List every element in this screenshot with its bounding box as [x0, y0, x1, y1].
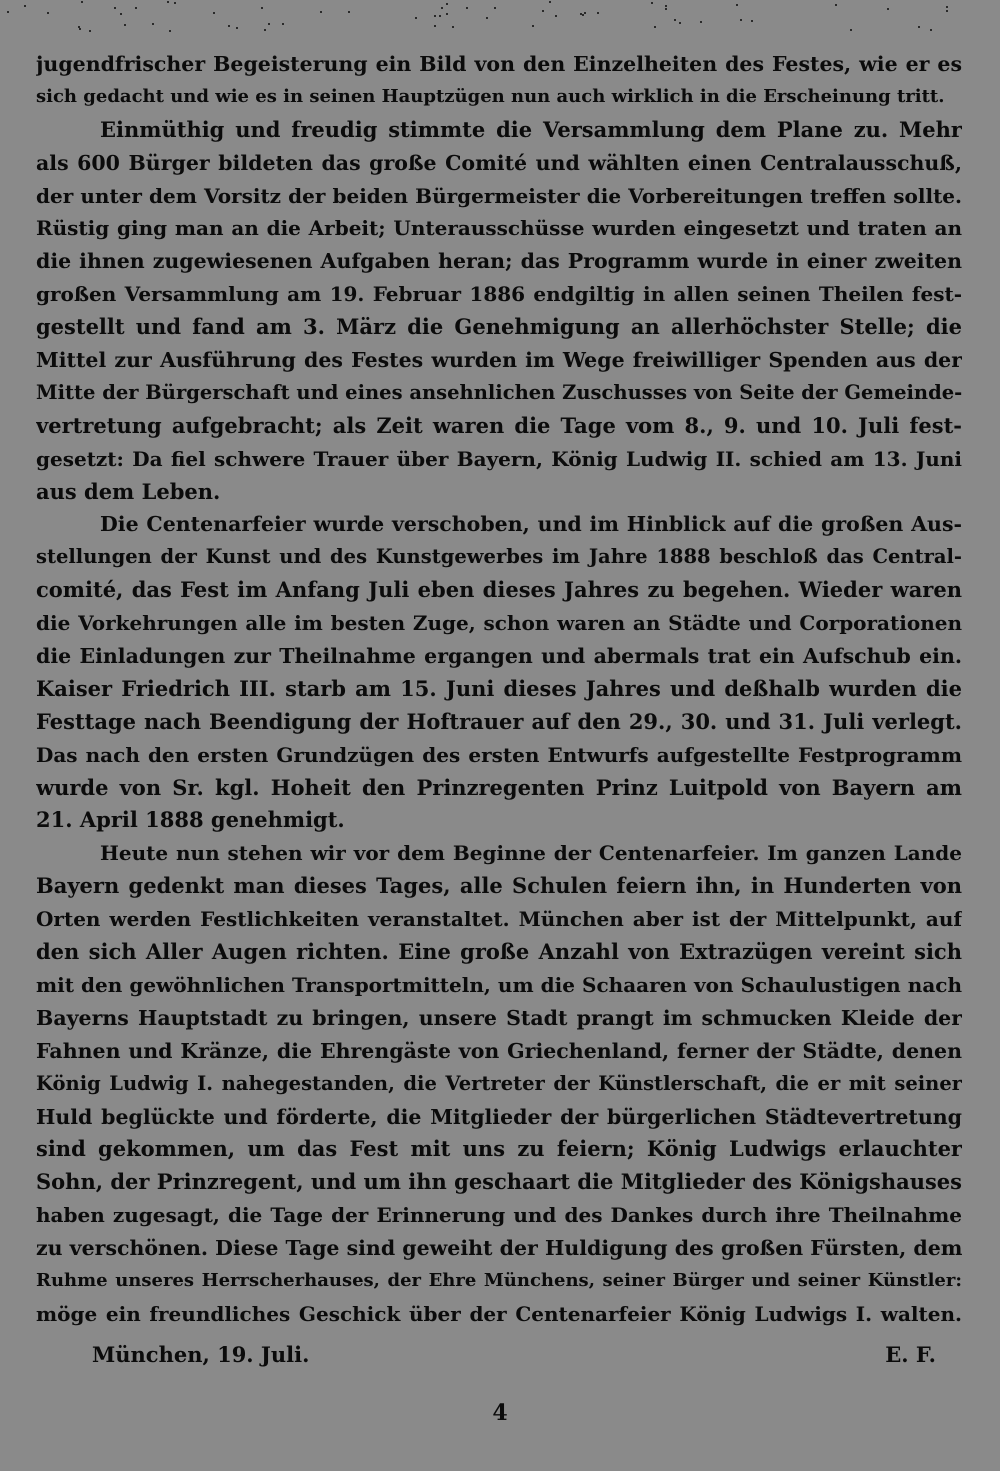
print-speck — [236, 27, 238, 29]
print-speck — [434, 15, 436, 17]
text-line: sind gekommen, um das Fest mit uns zu feiern; König Ludwigs erlauchter — [36, 1136, 962, 1162]
text-line: mit den gewöhnlichen Transportmitteln, um die Schaaren von Schaulustigen nach — [36, 972, 962, 997]
print-speck — [415, 17, 417, 19]
print-speck — [434, 25, 436, 27]
print-speck — [946, 6, 948, 8]
text-line: jugendfrischer Begeisterung ein Bild von den Einzelheiten des Festes, wie er es — [36, 52, 962, 76]
text-line: Das nach den ersten Grundzügen des ersten Entwurfs aufgestellte Festprogramm — [36, 742, 962, 767]
print-speck — [679, 22, 681, 24]
text-line: Einmüthig und freudig stimmte die Versammlung dem Plane zu. Mehr — [100, 116, 962, 142]
print-speck — [114, 7, 116, 9]
body-text — [36, 48, 962, 1331]
text-line: 21. April 1888 genehmigt. — [36, 807, 345, 833]
print-speck — [446, 13, 448, 15]
print-speck — [597, 12, 599, 14]
text-line: aus dem Leben. — [36, 478, 221, 504]
print-speck — [494, 7, 496, 9]
author-initials: E. F. — [885, 1342, 936, 1367]
text-line: Mitte der Bürgerschaft und eines ansehnlichen Zuschusses von Seite der Gemeinde- — [36, 380, 962, 404]
print-speck — [89, 30, 91, 32]
print-speck — [261, 7, 263, 9]
print-speck — [549, 1, 551, 3]
print-speck — [555, 15, 557, 17]
text-line: Kaiser Friedrich III. starb am 15. Juni dieses Jahres und deßhalb wurden die — [36, 675, 962, 701]
print-speck — [7, 11, 9, 13]
print-speck — [228, 25, 230, 27]
print-speck — [446, 3, 448, 5]
text-line: Mittel zur Ausführung des Festes wurden im Wege freiwilliger Spenden aus der — [36, 348, 962, 373]
print-speck — [167, 1, 169, 3]
print-speck — [674, 19, 676, 21]
print-speck — [120, 13, 122, 15]
print-speck — [264, 29, 266, 31]
print-speck — [850, 29, 852, 31]
print-speck — [654, 26, 656, 28]
place-date: München, 19. Juli. — [92, 1342, 310, 1367]
text-line: möge ein freundliches Geschick über der Centenarfeier König Ludwigs I. walten. — [36, 1301, 962, 1326]
print-speck — [47, 12, 49, 14]
text-line: Festtage nach Beendigung der Hoftrauer auf den 29., 30. und 31. Juli verlegt. — [36, 708, 962, 734]
print-speck — [152, 23, 154, 25]
print-speck — [665, 5, 667, 7]
text-line: stellungen der Kunst und des Kunstgewerbes im Jahre 1888 beschloß das Central- — [36, 545, 962, 569]
text-line: Orten werden Festlichkeiten veranstaltet. München aber ist der Mittelpunkt, auf — [36, 907, 962, 932]
print-speck — [665, 8, 667, 10]
text-line: comité, das Fest im Anfang Juli eben dieses Jahres zu begehen. Wieder waren — [36, 577, 962, 603]
text-line: sich gedacht und wie es in seinen Hauptzügen nun auch wirklich in die Erscheinung tritt. — [36, 85, 945, 107]
print-speck — [651, 2, 653, 4]
text-line: Huld beglückte und förderte, die Mitglieder der bürgerlichen Städtevertretung — [36, 1104, 962, 1129]
print-speck — [486, 17, 488, 19]
print-speck — [320, 11, 322, 13]
text-line: die Vorkehrungen alle im besten Zuge, schon waren an Städte und Corporationen — [36, 611, 962, 636]
text-line: Fahnen und Kränze, die Ehrengäste von Griechenland, ferner der Städte, denen — [36, 1038, 962, 1063]
text-line: die ihnen zugewiesenen Aufgaben heran; das Programm wurde in einer zweiten — [36, 249, 962, 274]
text-line: den sich Aller Augen richten. Eine große Anzahl von Extrazügen vereint sich — [36, 939, 962, 965]
text-line: großen Versammlung am 19. Februar 1886 endgiltig in allen seinen Theilen fest- — [36, 282, 962, 307]
text-line: Rüstig ging man an die Arbeit; Unterausschüsse wurden eingesetzt und traten an — [36, 216, 962, 241]
print-speck — [439, 15, 441, 17]
print-speck — [466, 7, 468, 9]
print-speck — [582, 14, 584, 16]
text-line: Ruhme unseres Herrscherhauses, der Ehre Münchens, seiner Bürger und seiner Künstler: — [36, 1269, 962, 1291]
print-speck — [174, 2, 176, 4]
text-line: König Ludwig I. nahegestanden, die Vertreter der Künstlerschaft, die er mit seiner — [36, 1071, 962, 1095]
print-speck — [135, 7, 137, 9]
print-speck — [946, 10, 948, 12]
print-speck — [441, 7, 443, 9]
print-speck — [532, 25, 534, 27]
print-speck — [268, 23, 270, 25]
print-speck — [751, 20, 753, 22]
print-speck — [584, 12, 586, 14]
print-speck — [169, 30, 171, 32]
print-speck — [24, 5, 26, 7]
text-line: der unter dem Vorsitz der beiden Bürgermeister die Vorbereitungen treffen sollte. — [36, 183, 962, 208]
print-speck — [79, 28, 81, 30]
print-speck — [213, 12, 215, 14]
print-speck — [835, 4, 837, 6]
signoff — [36, 1338, 936, 1372]
print-speck — [740, 19, 742, 21]
print-speck — [452, 26, 454, 28]
print-speck — [887, 8, 889, 10]
text-line: wurde von Sr. kgl. Hoheit den Prinzregenten Prinz Luitpold von Bayern am — [36, 774, 962, 800]
text-line: zu verschönen. Diese Tage sind geweiht der Huldigung des großen Fürsten, dem — [36, 1236, 962, 1261]
print-speck — [700, 21, 702, 23]
text-line: Die Centenarfeier wurde verschoben, und im Hinblick auf die großen Aus- — [100, 512, 962, 537]
print-speck — [282, 23, 284, 25]
text-line: vertretung aufgebracht; als Zeit waren die Tage vom 8., 9. und 10. Juli fest- — [36, 412, 962, 438]
text-line: Heute nun stehen wir vor dem Beginne der Centenarfeier. Im ganzen Lande — [100, 841, 962, 866]
text-line: haben zugesagt, die Tage der Erinnerung und des Dankes durch ihre Theilnahme — [36, 1203, 962, 1228]
text-line: Sohn, der Prinzregent, und um ihn geschaart die Mitglieder des Königshauses — [36, 1169, 962, 1195]
print-speck — [124, 24, 126, 26]
text-line: gestellt und fand am 3. März die Genehmigung an allerhöchster Stelle; die — [36, 314, 962, 340]
print-speck — [542, 10, 544, 12]
text-line: gesetzt: Da fiel schwere Trauer über Bayern, König Ludwig II. schied am 13. Juni — [36, 446, 962, 471]
print-speck — [736, 4, 738, 6]
text-line: als 600 Bürger bildeten das große Comité und wählten einen Centralausschuß, — [36, 150, 962, 175]
print-speck — [930, 29, 932, 31]
print-speck — [348, 11, 350, 13]
print-speck — [918, 26, 920, 28]
text-line: Bayerns Hauptstadt zu bringen, unsere Stadt prangt im schmucken Kleide der — [36, 1005, 962, 1030]
text-line: die Einladungen zur Theilnahme ergangen und abermals trat ein Aufschub ein. — [36, 644, 962, 669]
print-speck — [81, 1, 83, 3]
page-number: 4 — [492, 1400, 508, 1426]
text-line: Bayern gedenkt man dieses Tages, alle Schulen feiern ihn, in Hunderten von — [36, 873, 962, 899]
